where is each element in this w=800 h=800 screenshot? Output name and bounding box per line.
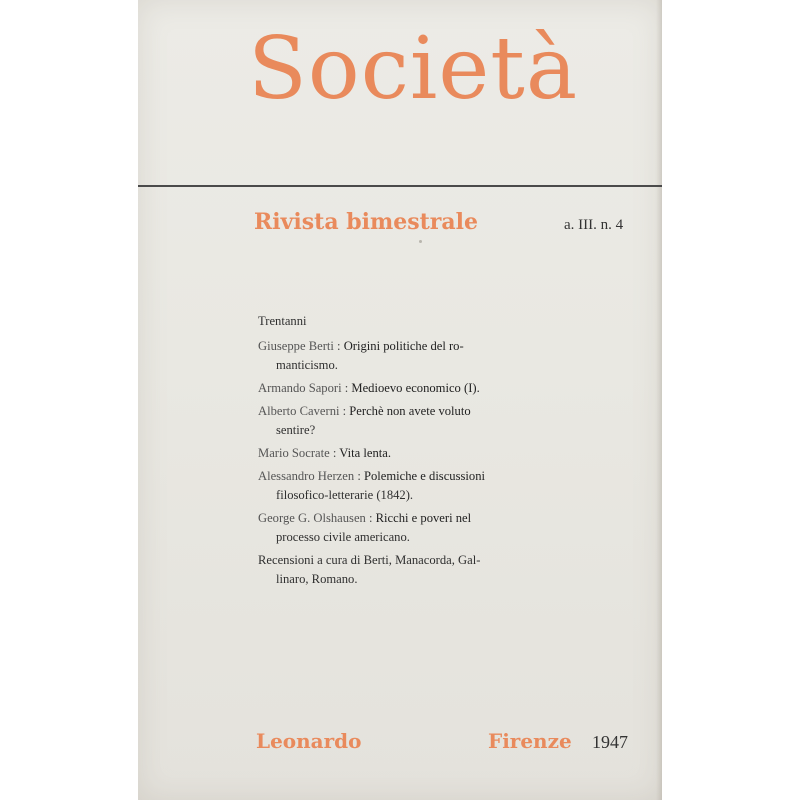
toc-entry xyxy=(258,312,548,331)
publisher-city: Firenze xyxy=(488,729,572,753)
toc-entry-title: Polemiche e discussioni xyxy=(363,469,485,483)
toc-entry-title: Perchè non avete voluto xyxy=(349,404,471,418)
toc-entry xyxy=(258,402,548,440)
toc-entry-continuation: manticismo. xyxy=(276,358,338,372)
toc-entry-author: Alessandro Herzen xyxy=(258,469,355,483)
toc-entry-author: Alberto Caverni xyxy=(258,404,340,418)
issue-number: a. III. n. 4 xyxy=(564,217,624,233)
toc-entry-author: George G. Olshausen xyxy=(258,511,366,525)
paper-speck xyxy=(419,240,422,243)
toc-entry-title: Trentanni xyxy=(258,314,307,328)
toc-entry xyxy=(258,467,548,505)
toc-entry-continuation: linaro, Romano. xyxy=(276,572,358,586)
toc-separator: : xyxy=(329,446,340,460)
title-divider xyxy=(138,185,662,187)
toc-entry xyxy=(258,379,548,398)
toc-entry-author: Giuseppe Berti xyxy=(258,339,334,353)
toc-entry-first-line xyxy=(258,509,548,528)
toc-separator: : xyxy=(341,381,352,395)
toc-entry-continuation: sentire? xyxy=(276,423,316,437)
toc-entry-title: Recensioni a cura di Berti, Manacorda, Gal- xyxy=(258,553,481,567)
cover-edge-shadow xyxy=(656,0,662,800)
toc-entry xyxy=(258,509,548,547)
toc-separator: : xyxy=(354,469,364,483)
toc-entry-author: Armando Sapori xyxy=(258,381,342,395)
toc-entry xyxy=(258,444,548,463)
magazine-title: Società xyxy=(248,19,579,119)
publication-year: 1947 xyxy=(592,732,628,752)
toc-entry-first-line xyxy=(258,337,548,356)
toc-entry-first-line xyxy=(258,379,548,398)
toc-entry-title: Origini politiche del ro- xyxy=(343,339,464,353)
toc-entry-title: Ricchi e poveri nel xyxy=(375,511,472,525)
toc-entry-first-line xyxy=(258,402,548,421)
toc-entry-continuation: processo civile americano. xyxy=(276,530,410,544)
toc-entry-continuation: filosofico-letterarie (1842). xyxy=(276,488,414,502)
toc-entry-author: Mario Socrate xyxy=(258,446,330,460)
toc-entry-first-line xyxy=(258,467,548,486)
cover-footer xyxy=(138,726,662,760)
toc-entry-title: Vita lenta. xyxy=(339,446,391,460)
toc-separator: : xyxy=(333,339,344,353)
toc-entry xyxy=(258,337,548,375)
toc-entry-title: Medioevo economico (I). xyxy=(351,381,480,395)
toc-separator: : xyxy=(339,404,350,418)
table-of-contents xyxy=(258,312,548,593)
toc-separator: : xyxy=(365,511,376,525)
magazine-subtitle: Rivista bimestrale xyxy=(254,209,479,235)
toc-entry xyxy=(258,551,548,589)
magazine-cover xyxy=(138,0,662,800)
toc-entry-first-line xyxy=(258,444,548,463)
publisher-name: Leonardo xyxy=(256,729,362,753)
